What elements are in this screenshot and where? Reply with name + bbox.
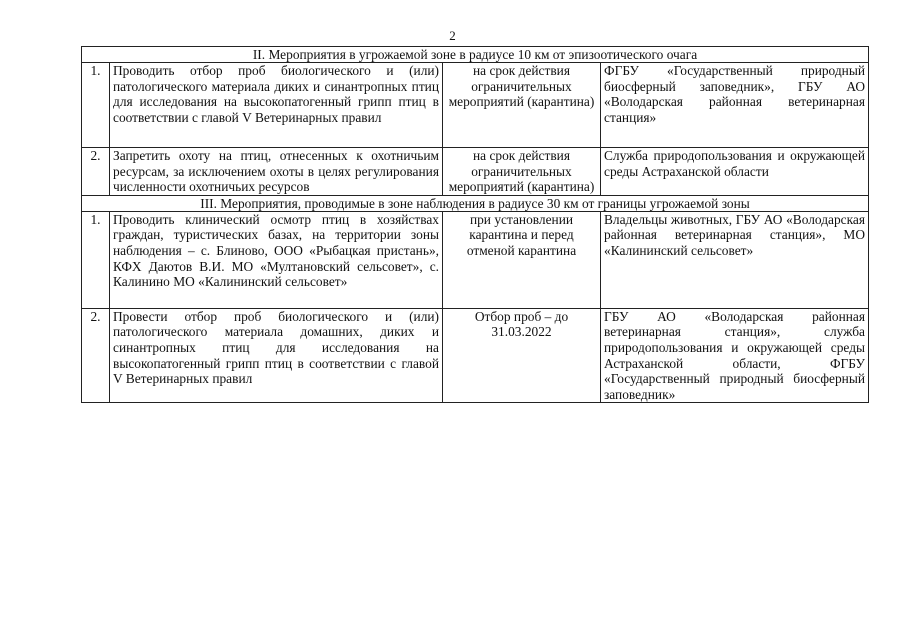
section-header-row <box>82 47 869 63</box>
section-title: II. Мероприятия в угрожаемой зоне в радиусе 10 км от эпизоотического очага <box>82 47 869 63</box>
term-text: Отбор проб – до 31.03.2022 <box>443 308 601 403</box>
table-row <box>82 63 869 148</box>
responsible-text: Владельцы животных, ГБУ АО «Володарская районная ветеринарная станция», МО «Калининский сельсовет» <box>601 211 869 308</box>
table-row <box>82 211 869 308</box>
row-number: 1. <box>82 63 110 148</box>
table-row <box>82 308 869 403</box>
table-row <box>82 148 869 196</box>
section-header-row <box>82 195 869 211</box>
term-text: на срок действия ограничительных мероприятий (карантина) <box>443 148 601 196</box>
measure-text: Провести отбор проб биологического и (или) патологического материала домашних, диких и синантропных птиц для исследования на высокопатогенный грипп птиц в соответствии с главой V Ветеринарных правил <box>110 308 443 403</box>
measure-text: Проводить клинический осмотр птиц в хозяйствах граждан, туристических базах, на территории зоны наблюдения – с. Блиново, ООО «Рыбацкая пристань», КФХ Даютов В.И. МО «Мултановский сельсовет», с. Калинино МО «Калининский сельсовет» <box>110 211 443 308</box>
row-number: 2. <box>82 308 110 403</box>
term-text: на срок действия ограничительных мероприятий (карантина) <box>443 63 601 148</box>
page-number: 2 <box>449 28 456 43</box>
measure-text: Запретить охоту на птиц, отнесенных к охотничьим ресурсам, за исключением охоты в целях регулирования численности охотничьих ресурсов <box>110 148 443 196</box>
section-title: III. Мероприятия, проводимые в зоне наблюдения в радиусе 30 км от границы угрожаемой зоны <box>82 195 869 211</box>
responsible-text: ФГБУ «Государственный природный биосферный заповедник», ГБУ АО «Володарская районная ветеринарная станция» <box>601 63 869 148</box>
term-text: при установлении карантина и перед отменой карантина <box>443 211 601 308</box>
responsible-text: ГБУ АО «Володарская районная ветеринарная станция», служба природопользования и окружающей среды Астраханской области, ФГБУ «Государственный природный биосферный заповедник» <box>601 308 869 403</box>
measure-text: Проводить отбор проб биологического и (или) патологического материала диких и синантропных птиц для исследования на высокопатогенный грипп птиц в соответствии с главой V Ветеринарных правил <box>110 63 443 148</box>
row-number: 1. <box>82 211 110 308</box>
measures-table <box>81 46 869 403</box>
row-number: 2. <box>82 148 110 196</box>
responsible-text: Служба природопользования и окружающей среды Астраханской области <box>601 148 869 196</box>
